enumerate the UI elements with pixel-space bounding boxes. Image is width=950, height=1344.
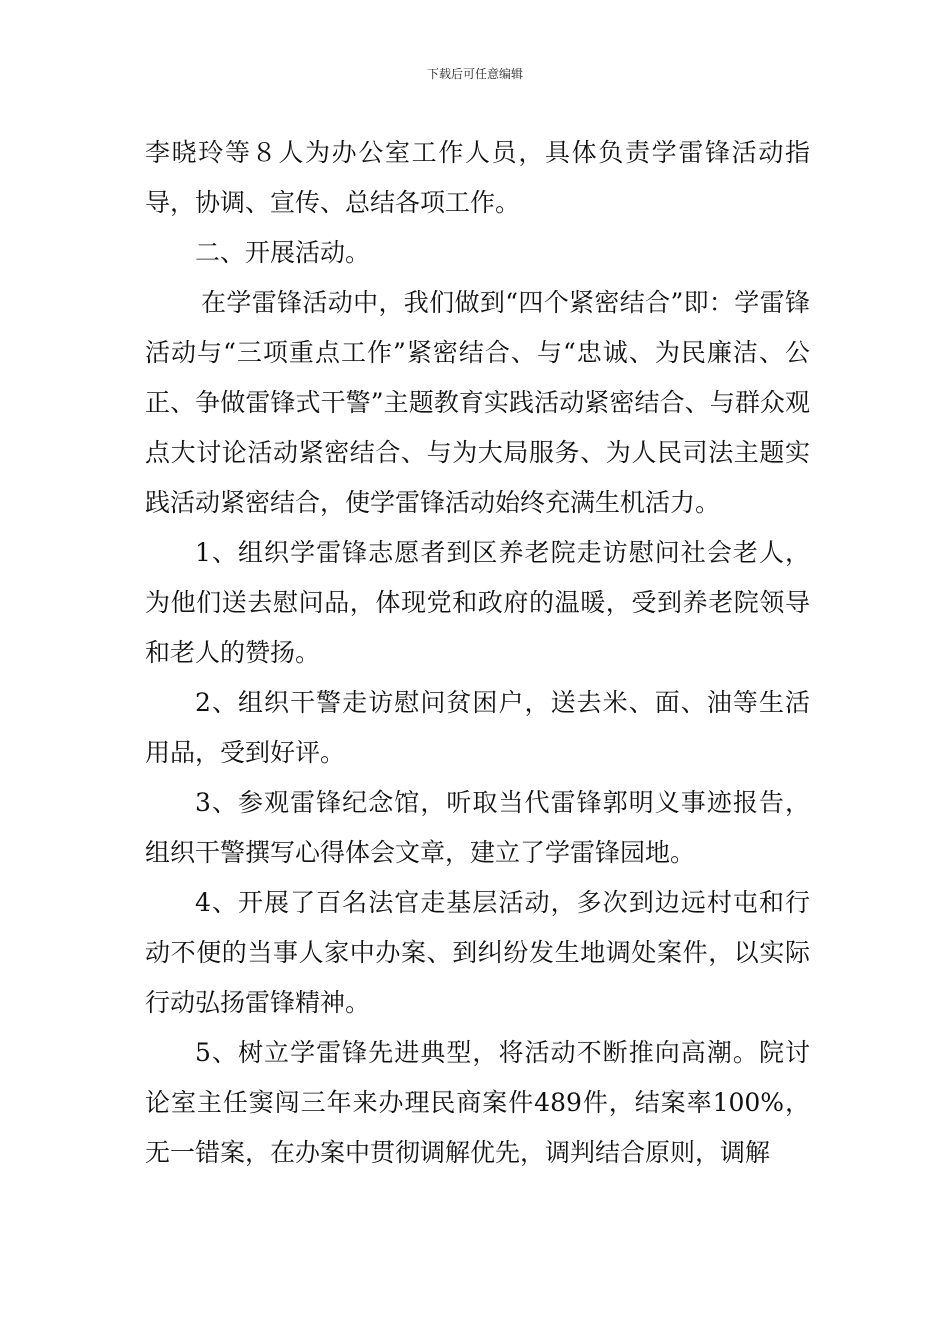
list-item-4: 4、开展了百名法官走基层活动，多次到边远村屯和行动不便的当事人家中办案、到纠纷发生地调处案件，以实际行动弘扬雷锋精神。 (145, 888, 810, 1017)
list-item-3: 3、参观雷锋纪念馆，听取当代雷锋郭明义事迹报告，组织干警撰写心得体会文章，建立了学雷锋园地。 (145, 788, 810, 867)
list-item-2: 2、组织干警走访慰问贫困户，送去米、面、油等生活用品，受到好评。 (145, 688, 810, 767)
paragraph-staff: 李晓玲等８人为办公室工作人员，具体负责学雷锋活动指导，协调、宣传、总结各项工作。 (145, 138, 810, 217)
page-header-note: 下载后可任意编辑 (426, 67, 523, 81)
list-item-5: 5、树立学雷锋先进典型，将活动不断推向高潮。院讨论室主任窦闯三年来办理民商案件489件，结案率100%，无一错案，在办案中贯彻调解优先，调判结合原则，调解 (145, 1038, 810, 1167)
section-heading-activities: 二、开展活动。 (195, 238, 371, 267)
paragraph-four-combinations: 在学雷锋活动中，我们做到“四个紧密结合”即：学雷锋活动与“三项重点工作”紧密结合、与“忠诚、为民廉洁、公正、争做雷锋式干警”主题教育实践活动紧密结合、与群众观点大讨论活动紧密结合、与为大局服务、为人民司法主题实践活动紧密结合，使学雷锋活动始终充满生机活力。 (145, 288, 810, 517)
list-item-1: 1、组织学雷锋志愿者到区养老院走访慰问社会老人，为他们送去慰问品，体现党和政府的温暖，受到养老院领导和老人的赞扬。 (145, 538, 810, 667)
document-body (145, 128, 810, 1178)
